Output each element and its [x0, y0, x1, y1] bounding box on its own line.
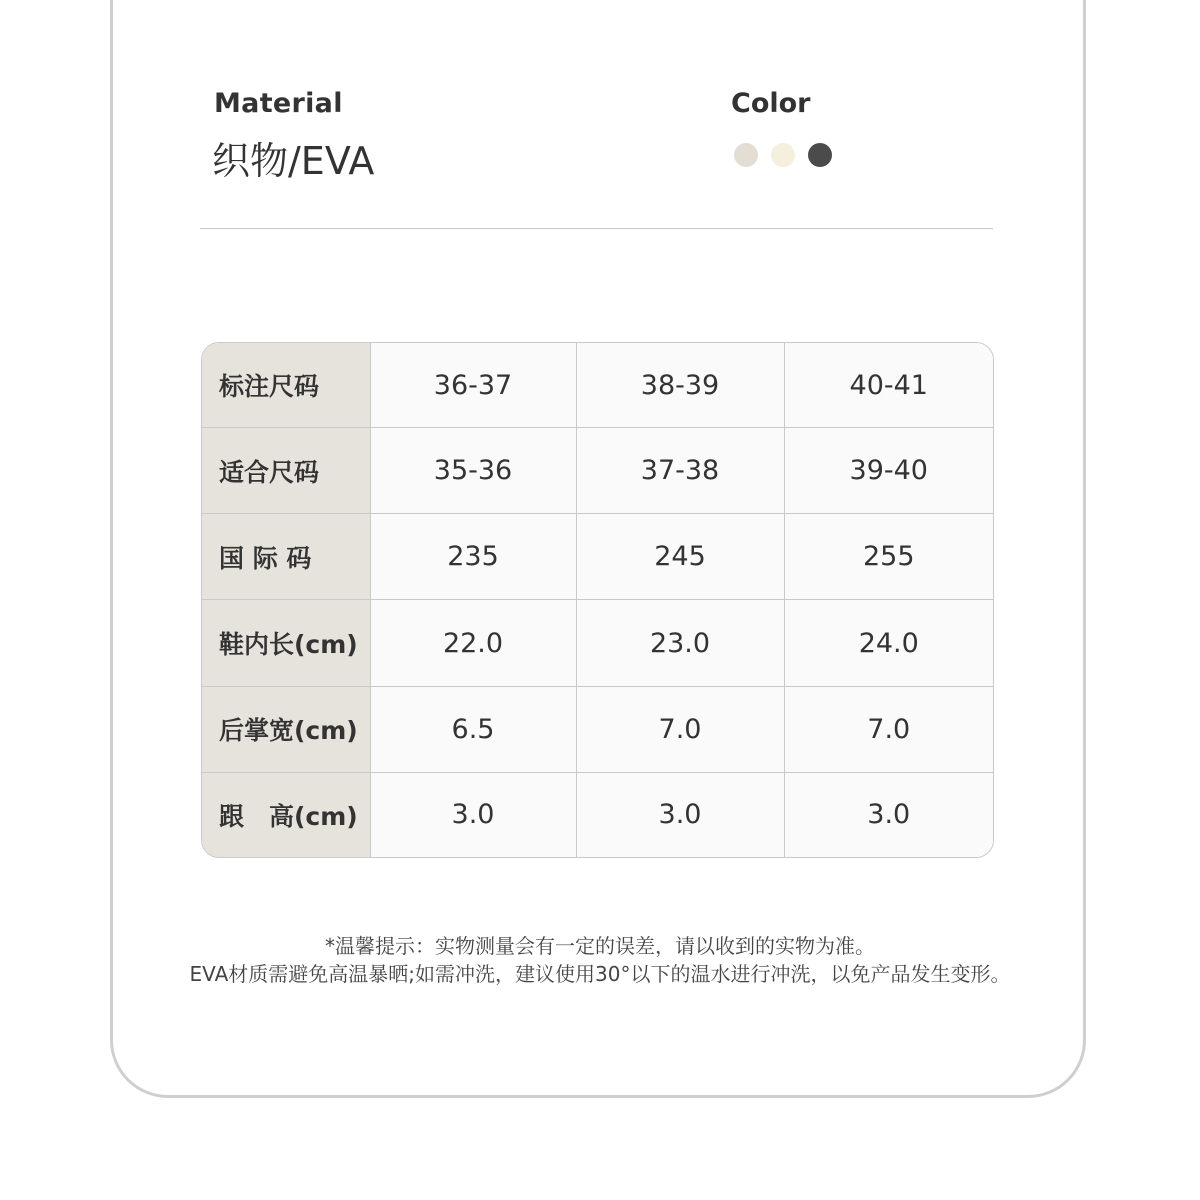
table-cell: 245 — [576, 514, 784, 600]
section-divider — [200, 228, 993, 229]
table-row — [202, 772, 993, 857]
table-cell: 3.0 — [784, 772, 993, 857]
row-label: 适合尺码 — [202, 428, 370, 514]
care-note-line-2: EVA材质需避免高温暴晒;如需冲洗，建议使用30°以下的温水进行冲洗，以免产品发生变形。 — [189, 962, 1011, 986]
table-row — [202, 514, 993, 600]
table-row — [202, 600, 993, 686]
row-label: 标注尺码 — [202, 343, 370, 428]
table-row — [202, 686, 993, 772]
table-row — [202, 343, 993, 428]
color-swatch-beige[interactable] — [734, 143, 758, 167]
table-cell: 3.0 — [370, 772, 576, 857]
care-note-line-1: *温馨提示：实物测量会有一定的误差，请以收到的实物为准。 — [325, 934, 875, 958]
row-label: 鞋内长(cm) — [202, 600, 370, 686]
color-swatch-dark-gray[interactable] — [808, 143, 832, 167]
table-cell: 22.0 — [370, 600, 576, 686]
table-cell: 36-37 — [370, 343, 576, 428]
color-swatches — [734, 143, 832, 167]
table-cell: 23.0 — [576, 600, 784, 686]
table-cell: 40-41 — [784, 343, 993, 428]
material-value: 织物/EVA — [212, 139, 375, 183]
color-label: Color — [731, 88, 811, 119]
table-cell: 3.0 — [576, 772, 784, 857]
row-label: 跟 高(cm) — [202, 772, 370, 857]
table-cell: 24.0 — [784, 600, 993, 686]
table-cell: 38-39 — [576, 343, 784, 428]
table-cell: 39-40 — [784, 428, 993, 514]
size-table — [201, 342, 994, 858]
row-label: 后掌宽(cm) — [202, 686, 370, 772]
color-swatch-cream[interactable] — [771, 143, 795, 167]
material-label: Material — [214, 88, 343, 119]
table-cell: 37-38 — [576, 428, 784, 514]
table-cell: 235 — [370, 514, 576, 600]
table-cell: 35-36 — [370, 428, 576, 514]
table-cell: 7.0 — [784, 686, 993, 772]
row-label: 国 际 码 — [202, 514, 370, 600]
table-cell: 7.0 — [576, 686, 784, 772]
table-row — [202, 428, 993, 514]
table-cell: 6.5 — [370, 686, 576, 772]
table-cell: 255 — [784, 514, 993, 600]
